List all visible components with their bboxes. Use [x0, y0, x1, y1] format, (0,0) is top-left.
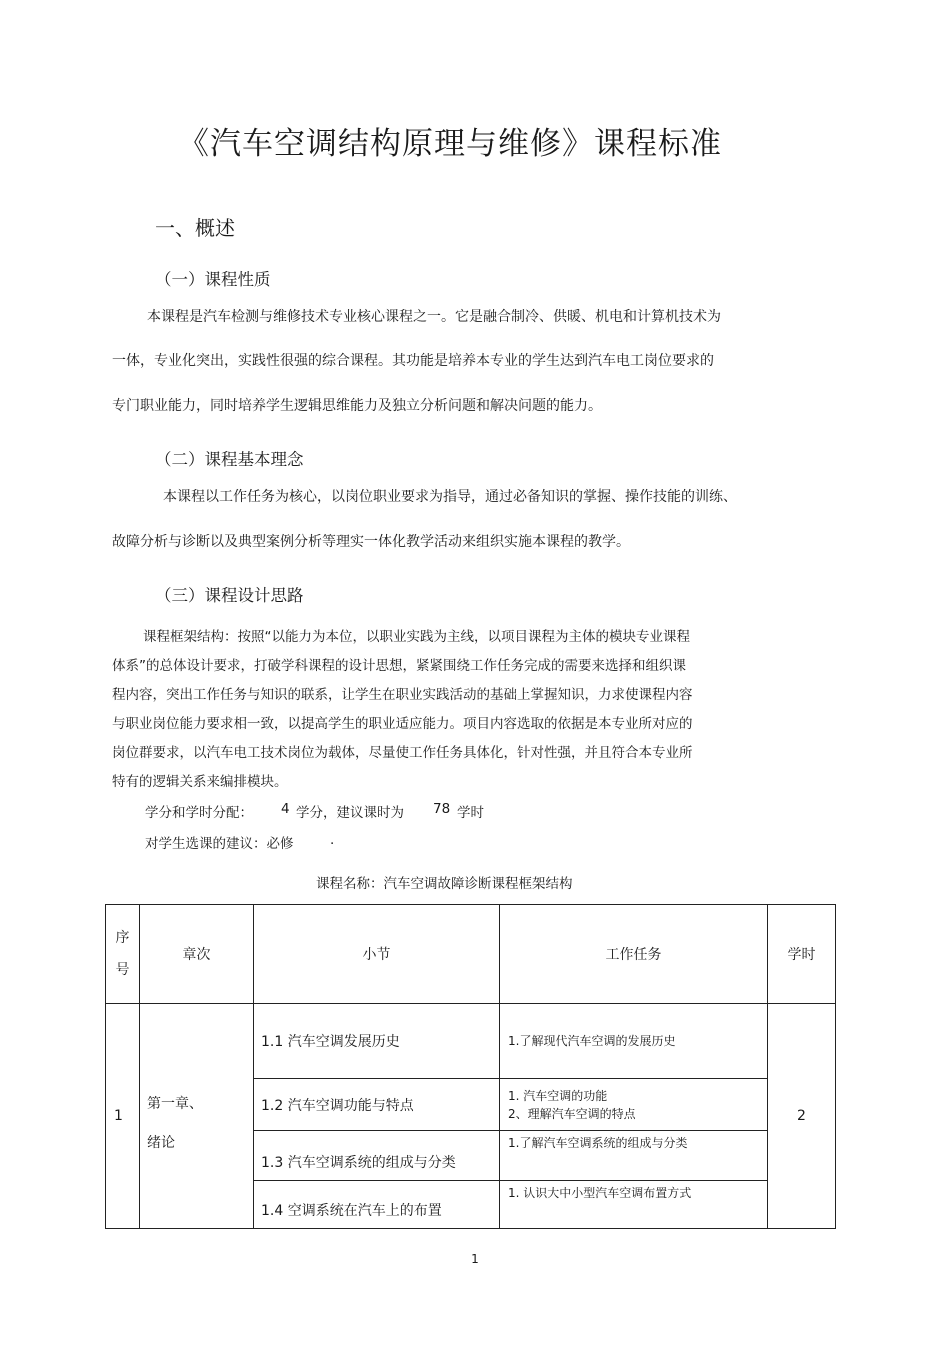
section-cell: 1.3 汽车空调系统的组成与分类 — [254, 1131, 500, 1181]
elective-dot: . — [330, 832, 335, 848]
header-seq: 序 号 — [106, 905, 140, 1004]
header-section: 小节 — [254, 905, 500, 1004]
section-cell: 1.1 汽车空调发展历史 — [254, 1004, 500, 1079]
row-hours: 2 — [768, 1004, 836, 1229]
paragraph-line: 与职业岗位能力要求相一致，以提高学生的职业适应能力。项目内容选取的依据是本专业所对应的 — [112, 716, 693, 732]
hours-value: 78 — [433, 801, 451, 817]
task-cell: 1. 汽车空调的功能 2、理解汽车空调的特点 — [500, 1079, 768, 1131]
hours-unit: 学时 — [457, 805, 484, 821]
elective-advice: 对学生选课的建议：必修 — [145, 836, 294, 852]
paragraph-line: 体系”的总体设计要求，打破学科课程的设计思想，紧紧围绕工作任务完成的需要来选择和组织课 — [112, 658, 686, 674]
section-cell: 1.2 汽车空调功能与特点 — [254, 1079, 500, 1131]
table-header-row — [106, 905, 836, 1004]
credits-label: 学分和学时分配： — [145, 805, 253, 821]
section-cell: 1.4 空调系统在汽车上的布置 — [254, 1181, 500, 1229]
paragraph-line: 专门职业能力，同时培养学生逻辑思维能力及独立分析问题和解决问题的能力。 — [112, 398, 602, 414]
table-caption: 课程名称：汽车空调故障诊断课程框架结构 — [316, 876, 573, 892]
section-heading-overview: 一、概述 — [155, 216, 235, 240]
course-framework-table — [105, 904, 836, 1229]
paragraph-line: 本课程以工作任务为核心，以岗位职业要求为指导，通过必备知识的掌握、操作技能的训练、 — [163, 489, 737, 505]
row-seq: 1 — [106, 1004, 140, 1229]
header-chapter: 章次 — [140, 905, 254, 1004]
paragraph-line: 特有的逻辑关系来编排模块。 — [112, 774, 288, 790]
paragraph-line: 一体，专业化突出，实践性很强的综合课程。其功能是培养本专业的学生达到汽车电工岗位要求的 — [112, 353, 714, 369]
paragraph-line: 程内容，突出工作任务与知识的联系，让学生在职业实践活动的基础上掌握知识，力求使课程内容 — [112, 687, 693, 703]
task-cell: 1. 认识大中小型汽车空调布置方式 — [500, 1181, 768, 1229]
header-task: 工作任务 — [500, 905, 768, 1004]
credits-value: 4 — [281, 801, 290, 817]
paragraph-line: 本课程是汽车检测与维修技术专业核心课程之一。它是融合制冷、供暖、机电和计算机技术为 — [147, 309, 721, 325]
credits-unit: 学分，建议课时为 — [296, 805, 404, 821]
task-cell: 1.了解现代汽车空调的发展历史 — [500, 1004, 768, 1079]
table-row — [106, 1004, 836, 1079]
task-cell: 1.了解汽车空调系统的组成与分类 — [500, 1131, 768, 1181]
row-chapter: 第一章、 绪论 — [140, 1004, 254, 1229]
header-hours: 学时 — [768, 905, 836, 1004]
subsection-heading-nature: （一）课程性质 — [155, 270, 271, 289]
page-number: 1 — [471, 1252, 479, 1266]
page-title: 《汽车空调结构原理与维修》课程标准 — [178, 126, 722, 162]
subsection-heading-design: （三）课程设计思路 — [155, 586, 304, 605]
paragraph-line: 故障分析与诊断以及典型案例分析等理实一体化教学活动来组织实施本课程的教学。 — [112, 534, 630, 550]
paragraph-line: 课程框架结构：按照“以能力为本位，以职业实践为主线，以项目课程为主体的模块专业课程 — [143, 629, 690, 645]
paragraph-line: 岗位群要求，以汽车电工技术岗位为载体，尽量使工作任务具体化，针对性强，并且符合本专业所 — [112, 745, 693, 761]
subsection-heading-philosophy: （二）课程基本理念 — [155, 450, 304, 469]
